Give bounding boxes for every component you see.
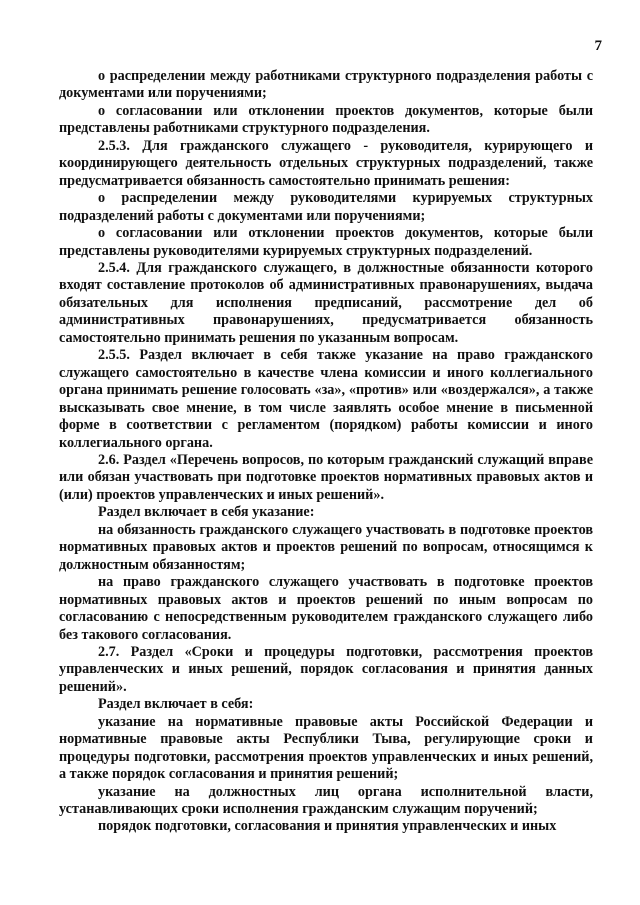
paragraph: 2.6. Раздел «Перечень вопросов, по которым гражданский служащий вправе или обязан участвовать при подготовке проектов нормативных правовых актов и (или) проектов управленческих и иных решений». — [59, 451, 593, 503]
paragraph: указание на нормативные правовые акты Российской Федерации и нормативные правовые акты Республики Тыва, регулирующие сроки и процедуры подготовки, рассмотрения проектов управленческих и иных решений, а также порядок согласования и принятия решений; — [59, 713, 593, 783]
paragraph: о распределении между работниками структурного подразделения работы с документами или поручениями; — [59, 68, 593, 102]
paragraph: о распределении между руководителями курируемых структурных подразделений работы с документами или поручениями; — [59, 190, 593, 224]
paragraph: 2.5.3. Для гражданского служащего - руководителя, курирующего и координирующего деятельность отдельных структурных подразделений, также предусматривается обязанность самостоятельно принимать решения: — [59, 137, 593, 189]
page-number: 7 — [594, 38, 602, 54]
paragraph: 2.5.5. Раздел включает в себя также указание на право гражданского служащего самостоятельно в качестве члена комиссии и иного коллегиального органа принимать решение голосовать «за», «против» или «воздержался», а также высказывать свое мнение, в том числе заявлять особое мнение в письменной форме в соответствии с регламентом (порядком) работы комиссии и иного коллегиального органа. — [59, 347, 593, 451]
paragraph: Раздел включает в себя: — [98, 696, 254, 713]
paragraph: порядок подготовки, согласования и принятия управленческих и иных — [98, 818, 557, 835]
paragraph: на обязанность гражданского служащего участвовать в подготовке проектов нормативных правовых актов и проектов решений по вопросам, относящимся к должностным обязанностям; — [59, 521, 593, 573]
document-body — [59, 68, 593, 836]
paragraph: 2.7. Раздел «Сроки и процедуры подготовки, рассмотрения проектов управленческих и иных решений, порядок согласования и принятия данных решений». — [59, 643, 593, 695]
paragraph: о согласовании или отклонении проектов документов, которые были представлены работниками структурного подразделения. — [59, 102, 593, 137]
paragraph: Раздел включает в себя указание: — [98, 504, 315, 521]
paragraph: 2.5.4. Для гражданского служащего, в должностные обязанности которого входят составление протоколов об административных правонарушениях, выдача обязательных для исполнения предписаний, рассмотрение дел об административных правонарушениях, предусматривается обязанность самостоятельно принимать решения по указанным вопросам. — [59, 259, 593, 346]
paragraph: на право гражданского служащего участвовать в подготовке проектов нормативных правовых актов и проектов решений по иным вопросам по согласованию с непосредственным руководителем гражданского служащего либо без такового согласования. — [59, 574, 593, 643]
paragraph: о согласовании или отклонении проектов документов, которые были представлены руководителями курируемых структурных подразделений. — [59, 225, 593, 259]
paragraph: указание на должностных лиц органа исполнительной власти, устанавливающих сроки исполнения гражданским служащим поручений; — [59, 783, 593, 818]
